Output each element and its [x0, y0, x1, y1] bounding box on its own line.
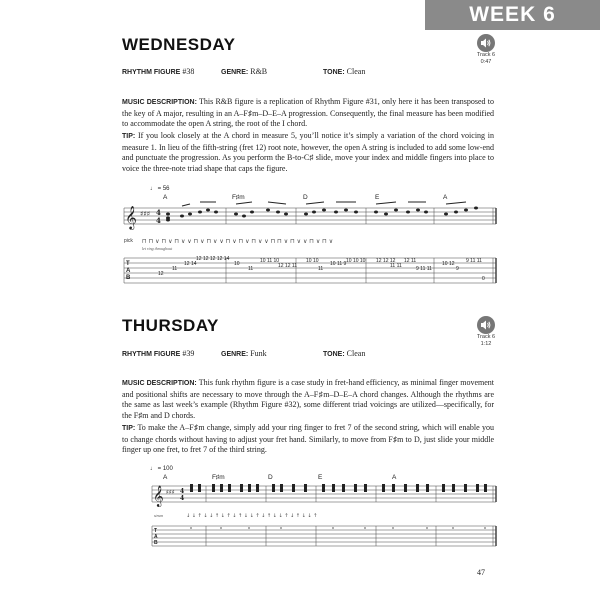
chord-label: E — [375, 194, 380, 201]
genre-meta — [221, 349, 267, 358]
thursday-title: THURSDAY — [122, 316, 219, 335]
desc-label: MUSIC DESCRIPTION: — [122, 99, 197, 106]
svg-text:T: T — [126, 261, 130, 267]
chord-label: A — [163, 194, 168, 201]
desc-label: MUSIC DESCRIPTION: — [122, 380, 197, 387]
chord-stacks — [190, 484, 487, 492]
audio-time-label: 0:47 — [480, 59, 492, 65]
chord-label: A — [163, 474, 168, 481]
desc-text: This funk rhythm figure is a case study in fret-hand efficiency, as minimal finger movement and positional shifts are necessary to move through the A–F♯m–D–E–A chord changes. Although the rhythms are the same as last week’s example (Rhythm Figure #32), some different triad voicings are utilized—specifically, for the F♯m and D chords. — [122, 378, 495, 420]
tab-number: 9 11 11 — [466, 258, 482, 264]
treble-clef-icon: 𝄞 — [125, 205, 137, 229]
week-tab: WEEK 6 — [425, 0, 600, 30]
tone-value: Clean — [346, 349, 366, 358]
key-signature-icon: ♯♯♯ — [166, 489, 175, 496]
pick-label: pick — [124, 238, 133, 244]
thursday-tip — [122, 423, 494, 456]
tab-number: 11 — [248, 266, 254, 272]
tip-label: TIP: — [122, 425, 136, 432]
svg-text:A: A — [154, 534, 158, 540]
rhythm-number: #39 — [182, 349, 195, 358]
thursday-tempo: ♩ = 100 — [150, 466, 173, 472]
svg-text:B: B — [154, 540, 158, 546]
chord-label: E — [318, 474, 323, 481]
tab-x-marks — [190, 527, 486, 529]
tab-number: 10 12 — [442, 261, 455, 267]
rhythm-label: RHYTHM FIGURE — [122, 351, 181, 358]
tab-number: 12 14 — [184, 261, 197, 267]
svg-text:B: B — [126, 275, 131, 281]
tab-number: 9 11 11 — [416, 266, 432, 272]
svg-text:A: A — [126, 268, 131, 274]
wednesday-description — [122, 97, 494, 130]
tone-label: TONE: — [323, 351, 345, 358]
strum-strokes: ↓ ↓ ↑ ↓ ↓ ↑ ↓ ↑ ↓ ↑ ↓ ↓ ↑ ↓ ↑ ↓ ↓ ↑ ↓ ↑ ↓ ↓ ↑ — [186, 513, 318, 519]
tone-meta — [323, 67, 365, 76]
tip-label: TIP: — [122, 133, 136, 140]
svg-text:T: T — [154, 528, 158, 534]
tip-text: If you look closely at the A chord in measure 5, you’ll notice it’s simply a variation of the chord voicing in measure 1. In lieu of the fifth-string (fret 12) root note, however, the open A string is included to add some low-end and punctuate the progression. As you perform the B-to-C♯ slide, move your index and middle fingers into place to voice the three-note triad shape that caps the figure. — [122, 131, 494, 173]
desc-text: This R&B figure is a replication of Rhythm Figure #31, only here it has been transposed to the key of A major, resulting in an A–F♯m–D–E–A progression. Consequently, the final measure has been modified to accommodate the open A string, the root of the I chord. — [122, 97, 495, 128]
wednesday-audio[interactable] — [466, 34, 506, 66]
tab-number: 12 — [158, 271, 164, 277]
thursday-audio[interactable] — [466, 316, 506, 348]
tab-number: 10 10 — [306, 258, 319, 264]
tone-value: Clean — [346, 67, 366, 76]
tab-number: 12 12 11 — [278, 263, 298, 269]
tone-meta — [323, 349, 365, 358]
tab-number: 9 — [456, 266, 459, 272]
tab-number: 11 — [318, 266, 324, 272]
wednesday-title: WEDNESDAY — [122, 35, 236, 54]
tab-number: 10 10 10 — [346, 258, 366, 264]
wednesday-tempo: ♩ = 56 — [150, 186, 170, 192]
tone-label: TONE: — [323, 69, 345, 76]
key-signature-icon: ♯♯♯ — [140, 210, 151, 218]
tab-number: 12 12 12 12 14 — [196, 256, 230, 262]
tip-text: To make the A–F♯m change, simply add your ring finger to fret 7 of the second string, which will enable you to change chords without having to adjust your fret hand. Similarly, to move from F♯m to D, just slide your middle finger up one fret, to fret 7 of the third string. — [122, 423, 495, 454]
tab-number: 12 12 12 — [376, 258, 396, 264]
tab-number: 11 — [172, 266, 178, 272]
chord-label: D — [303, 194, 308, 201]
note-heads — [166, 207, 478, 222]
rhythm-label: RHYTHM FIGURE — [122, 69, 181, 76]
tab-number: 12 11 — [404, 258, 417, 264]
beams — [182, 202, 466, 206]
speaker-icon[interactable] — [477, 34, 495, 52]
genre-label: GENRE: — [221, 351, 249, 358]
svg-text:4: 4 — [156, 216, 161, 225]
speaker-icon[interactable] — [477, 316, 495, 334]
wednesday-notation — [120, 200, 500, 290]
chord-label: D — [268, 474, 273, 481]
audio-track-label: Track 6 — [476, 52, 496, 58]
rhythm-figure-meta — [122, 349, 194, 358]
svg-text:4: 4 — [180, 495, 185, 502]
thursday-description — [122, 378, 494, 421]
genre-meta — [221, 67, 267, 76]
chord-label: A — [392, 474, 397, 481]
genre-label: GENRE: — [221, 69, 249, 76]
thursday-notation — [120, 480, 500, 554]
treble-clef-icon: 𝄞 — [153, 486, 164, 507]
tab-number: 0 — [482, 276, 485, 282]
chord-label: F♯m — [232, 194, 245, 201]
tab-number: 11 11 — [390, 263, 402, 269]
rhythm-figure-meta — [122, 67, 194, 76]
pick-strokes: ⊓ ⊓ ∨ ⊓ ∨ ⊓ ∨ ∨ ⊓ ∨ ⊓ ∨ ∨ ⊓ ∨ ⊓ ∨ ⊓ ∨ ∨ ⊓ ⊓ ∨ ⊓ ∨ ∨ ⊓ ∨ ⊓ ∨ — [142, 238, 334, 245]
svg-text:4: 4 — [156, 208, 161, 217]
strum-label: strum — [154, 513, 164, 518]
standard-staff — [124, 208, 496, 224]
rhythm-number: #38 — [182, 67, 195, 76]
genre-value: Funk — [250, 349, 267, 358]
svg-text:4: 4 — [180, 488, 185, 495]
tab-number: 10 11 10 — [260, 258, 280, 264]
chord-label: F♯m — [212, 474, 225, 481]
wednesday-tip — [122, 131, 494, 174]
tab-number: 10 — [234, 261, 240, 267]
chord-label: A — [443, 194, 448, 201]
audio-track-label: Track 6 — [476, 334, 496, 340]
audio-time-label: 1:12 — [480, 341, 492, 347]
tab-number: 10 11 9 — [330, 261, 347, 267]
let-ring-label: let ring throughout — [142, 246, 173, 251]
page-number: 47 — [477, 568, 485, 577]
tab-staff — [152, 526, 496, 546]
genre-value: R&B — [250, 67, 268, 76]
